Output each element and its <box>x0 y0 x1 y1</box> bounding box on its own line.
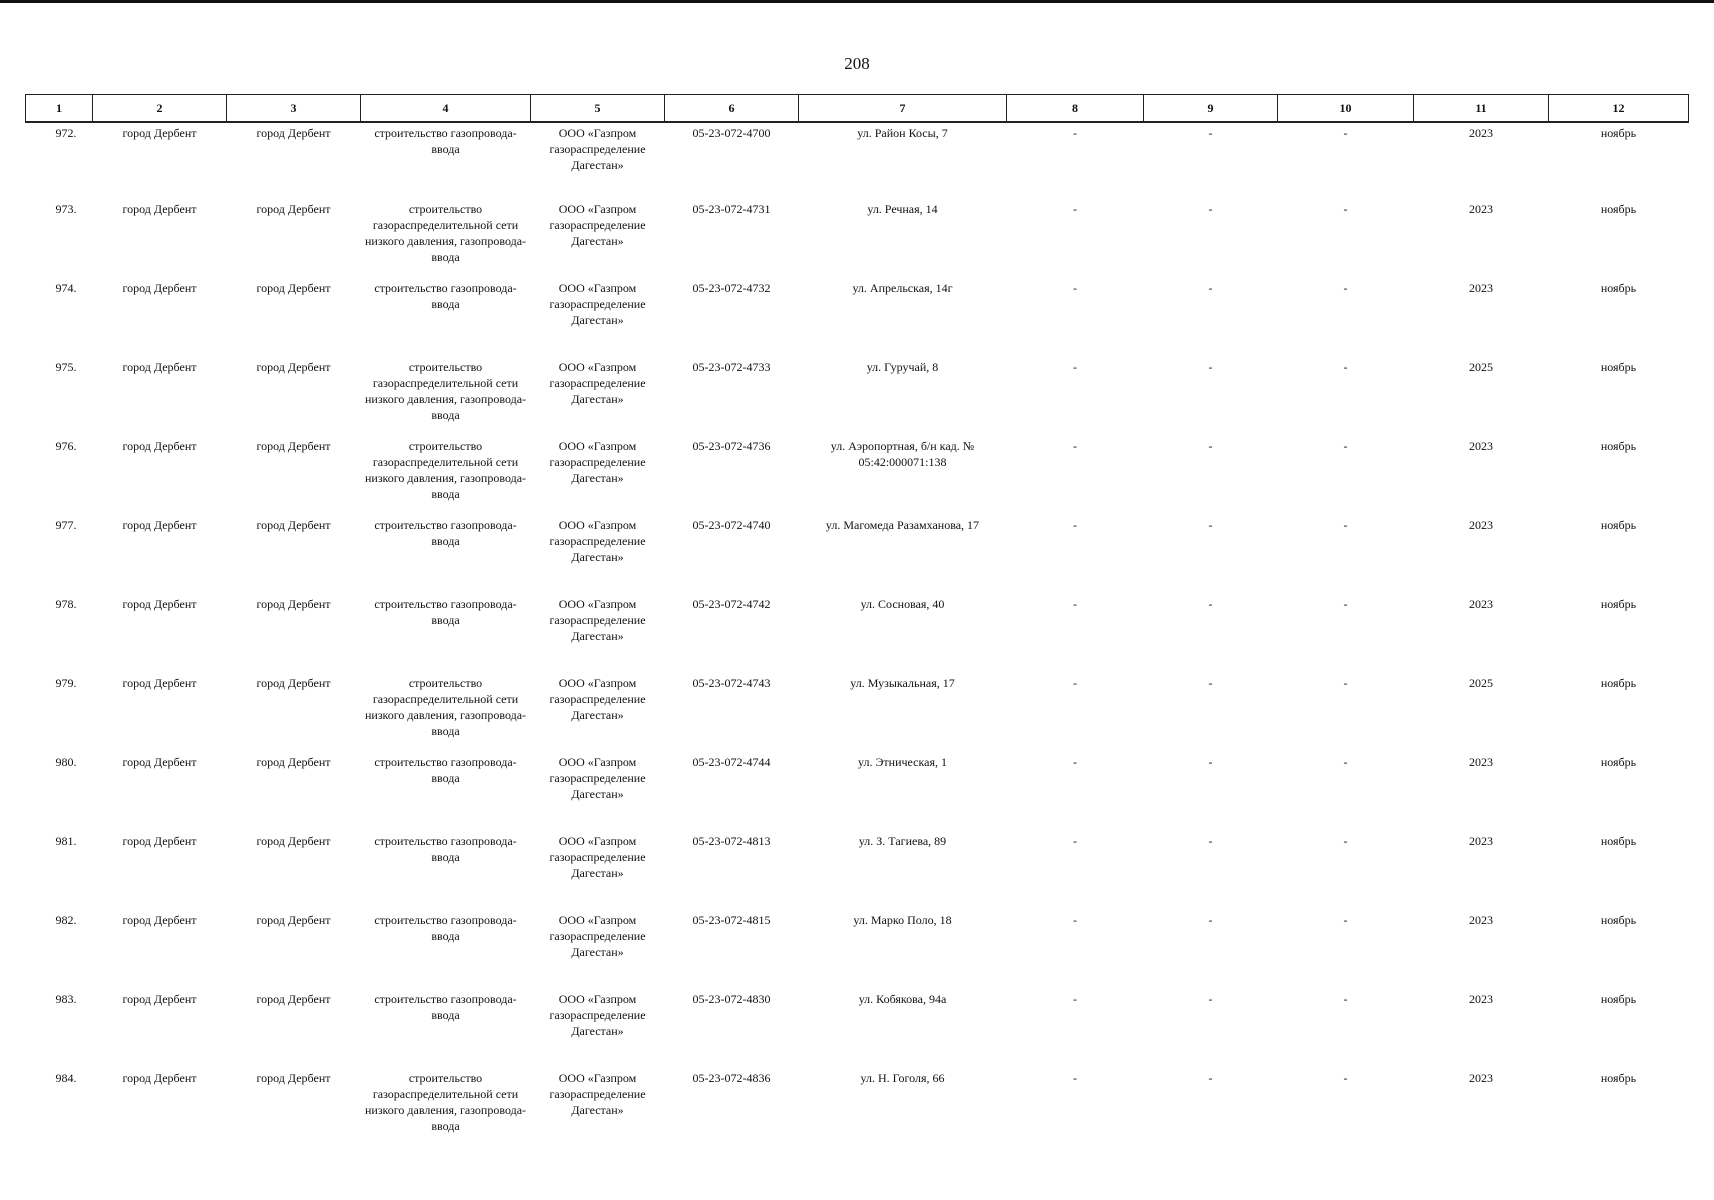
column-10-cell: - <box>1343 439 1348 453</box>
district-cell: город Дербент <box>122 202 197 216</box>
row-number-cell: 978. <box>55 597 77 611</box>
year-cell: 2023 <box>1469 281 1493 295</box>
table-row <box>26 754 1689 833</box>
code-cell: 05-23-072-4743 <box>692 676 771 690</box>
code-cell: 05-23-072-4744 <box>692 755 771 769</box>
table-row <box>26 122 1689 201</box>
work-type-cell: строительство газораспределительной сети низкого давления, газопровода-ввода <box>364 1071 527 1133</box>
column-10-cell: - <box>1343 126 1348 140</box>
month-cell: ноябрь <box>1600 126 1637 140</box>
column-header: 10 <box>1278 95 1414 123</box>
column-header: 11 <box>1414 95 1549 123</box>
month-cell: ноябрь <box>1600 755 1637 769</box>
month-cell: ноябрь <box>1600 360 1637 374</box>
column-9-cell: - <box>1208 992 1213 1006</box>
month-cell: ноябрь <box>1600 439 1637 453</box>
organization-cell: ООО «Газпром газораспределение Дагестан» <box>549 202 646 248</box>
organization-cell: ООО «Газпром газораспределение Дагестан» <box>549 755 646 801</box>
address-cell: ул. Кобякова, 94а <box>858 992 947 1006</box>
district-cell: город Дербент <box>122 360 197 374</box>
row-number-cell: 982. <box>55 913 77 927</box>
address-cell: ул. Н. Гоголя, 66 <box>860 1071 945 1085</box>
column-10-cell: - <box>1343 992 1348 1006</box>
organization-cell: ООО «Газпром газораспределение Дагестан» <box>549 834 646 880</box>
row-number-cell: 983. <box>55 992 77 1006</box>
column-header: 4 <box>361 95 531 123</box>
district-cell: город Дербент <box>122 676 197 690</box>
code-cell: 05-23-072-4830 <box>692 992 771 1006</box>
table-row <box>26 675 1689 754</box>
table-row <box>26 1070 1689 1149</box>
column-8-cell: - <box>1073 992 1077 1006</box>
code-cell: 05-23-072-4700 <box>692 126 771 140</box>
column-10-cell: - <box>1343 518 1348 532</box>
organization-cell: ООО «Газпром газораспределение Дагестан» <box>549 126 646 172</box>
year-cell: 2023 <box>1469 755 1493 769</box>
table-header-row <box>26 95 1689 123</box>
organization-cell: ООО «Газпром газораспределение Дагестан» <box>549 360 646 406</box>
district-cell: город Дербент <box>122 1071 197 1085</box>
code-cell: 05-23-072-4742 <box>692 597 771 611</box>
page-top-rule <box>0 0 1714 3</box>
row-number-cell: 979. <box>55 676 77 690</box>
row-number-cell: 974. <box>55 281 77 295</box>
column-8-cell: - <box>1073 126 1077 140</box>
settlement-cell: город Дербент <box>256 834 331 848</box>
settlement-cell: город Дербент <box>256 755 331 769</box>
work-type-cell: строительство газопровода-ввода <box>374 992 517 1022</box>
organization-cell: ООО «Газпром газораспределение Дагестан» <box>549 281 646 327</box>
address-cell: ул. Речная, 14 <box>867 202 938 216</box>
settlement-cell: город Дербент <box>256 597 331 611</box>
work-type-cell: строительство газопровода-ввода <box>374 834 517 864</box>
organization-cell: ООО «Газпром газораспределение Дагестан» <box>549 518 646 564</box>
code-cell: 05-23-072-4815 <box>692 913 771 927</box>
column-10-cell: - <box>1343 676 1348 690</box>
work-type-cell: строительство газопровода-ввода <box>374 755 517 785</box>
row-number-cell: 973. <box>55 202 77 216</box>
month-cell: ноябрь <box>1600 597 1637 611</box>
column-8-cell: - <box>1073 439 1077 453</box>
column-8-cell: - <box>1073 676 1077 690</box>
table-row <box>26 359 1689 438</box>
year-cell: 2023 <box>1469 518 1493 532</box>
work-type-cell: строительство газопровода-ввода <box>374 913 517 943</box>
table-row <box>26 280 1689 359</box>
year-cell: 2023 <box>1469 126 1493 140</box>
column-9-cell: - <box>1208 126 1213 140</box>
year-cell: 2023 <box>1469 913 1493 927</box>
month-cell: ноябрь <box>1600 202 1637 216</box>
row-number-cell: 980. <box>55 755 77 769</box>
column-10-cell: - <box>1343 597 1348 611</box>
column-8-cell: - <box>1073 597 1077 611</box>
district-cell: город Дербент <box>122 834 197 848</box>
year-cell: 2025 <box>1469 676 1493 690</box>
settlement-cell: город Дербент <box>256 202 331 216</box>
column-9-cell: - <box>1208 1071 1213 1085</box>
organization-cell: ООО «Газпром газораспределение Дагестан» <box>549 597 646 643</box>
table-row <box>26 912 1689 991</box>
row-number-cell: 981. <box>55 834 77 848</box>
column-9-cell: - <box>1208 281 1213 295</box>
column-9-cell: - <box>1208 913 1213 927</box>
district-cell: город Дербент <box>122 126 197 140</box>
column-header: 9 <box>1144 95 1278 123</box>
year-cell: 2023 <box>1469 439 1493 453</box>
column-8-cell: - <box>1073 202 1077 216</box>
month-cell: ноябрь <box>1600 518 1637 532</box>
address-cell: ул. З. Тагиева, 89 <box>858 834 947 848</box>
district-cell: город Дербент <box>122 913 197 927</box>
page-number: 208 <box>844 54 870 73</box>
column-8-cell: - <box>1073 913 1077 927</box>
district-cell: город Дербент <box>122 518 197 532</box>
address-cell: ул. Апрельская, 14г <box>852 281 953 295</box>
table-row <box>26 517 1689 596</box>
month-cell: ноябрь <box>1600 1071 1637 1085</box>
table-row <box>26 833 1689 912</box>
column-10-cell: - <box>1343 755 1348 769</box>
settlement-cell: город Дербент <box>256 126 331 140</box>
settlement-cell: город Дербент <box>256 913 331 927</box>
organization-cell: ООО «Газпром газораспределение Дагестан» <box>549 913 646 959</box>
district-cell: город Дербент <box>122 597 197 611</box>
row-number-cell: 984. <box>55 1071 77 1085</box>
column-9-cell: - <box>1208 202 1213 216</box>
column-9-cell: - <box>1208 518 1213 532</box>
month-cell: ноябрь <box>1600 281 1637 295</box>
code-cell: 05-23-072-4813 <box>692 834 771 848</box>
code-cell: 05-23-072-4732 <box>692 281 771 295</box>
column-8-cell: - <box>1073 281 1077 295</box>
district-cell: город Дербент <box>122 992 197 1006</box>
table-row <box>26 991 1689 1070</box>
column-8-cell: - <box>1073 360 1077 374</box>
column-10-cell: - <box>1343 1071 1348 1085</box>
table-row <box>26 596 1689 675</box>
code-cell: 05-23-072-4731 <box>692 202 771 216</box>
row-number-cell: 972. <box>55 126 77 140</box>
column-9-cell: - <box>1208 755 1213 769</box>
settlement-cell: город Дербент <box>256 676 331 690</box>
year-cell: 2023 <box>1469 202 1493 216</box>
code-cell: 05-23-072-4836 <box>692 1071 771 1085</box>
address-cell: ул. Музыкальная, 17 <box>850 676 955 690</box>
column-8-cell: - <box>1073 1071 1077 1085</box>
column-10-cell: - <box>1343 834 1348 848</box>
district-cell: город Дербент <box>122 281 197 295</box>
month-cell: ноябрь <box>1600 676 1637 690</box>
settlement-cell: город Дербент <box>256 281 331 295</box>
district-cell: город Дербент <box>122 439 197 453</box>
work-type-cell: строительство газораспределительной сети низкого давления, газопровода-ввода <box>364 360 527 422</box>
column-header: 2 <box>93 95 227 123</box>
column-header: 6 <box>665 95 799 123</box>
year-cell: 2023 <box>1469 834 1493 848</box>
column-10-cell: - <box>1343 281 1348 295</box>
register-table <box>25 94 1689 1149</box>
address-cell: ул. Магомеда Разамханова, 17 <box>825 518 980 532</box>
work-type-cell: строительство газораспределительной сети низкого давления, газопровода-ввода <box>364 439 527 501</box>
row-number-cell: 977. <box>55 518 77 532</box>
organization-cell: ООО «Газпром газораспределение Дагестан» <box>549 992 646 1038</box>
column-8-cell: - <box>1073 755 1077 769</box>
code-cell: 05-23-072-4740 <box>692 518 771 532</box>
address-cell: ул. Марко Поло, 18 <box>853 913 952 927</box>
column-8-cell: - <box>1073 834 1077 848</box>
column-8-cell: - <box>1073 518 1077 532</box>
column-10-cell: - <box>1343 202 1348 216</box>
year-cell: 2023 <box>1469 597 1493 611</box>
work-type-cell: строительство газораспределительной сети низкого давления, газопровода-ввода <box>364 676 527 738</box>
code-cell: 05-23-072-4733 <box>692 360 771 374</box>
work-type-cell: строительство газопровода-ввода <box>374 126 517 156</box>
month-cell: ноябрь <box>1600 834 1637 848</box>
work-type-cell: строительство газопровода-ввода <box>374 518 517 548</box>
table-row <box>26 201 1689 280</box>
column-header: 8 <box>1007 95 1144 123</box>
district-cell: город Дербент <box>122 755 197 769</box>
year-cell: 2025 <box>1469 360 1493 374</box>
column-9-cell: - <box>1208 597 1213 611</box>
column-9-cell: - <box>1208 676 1213 690</box>
column-header: 5 <box>531 95 665 123</box>
row-number-cell: 975. <box>55 360 77 374</box>
settlement-cell: город Дербент <box>256 518 331 532</box>
organization-cell: ООО «Газпром газораспределение Дагестан» <box>549 439 646 485</box>
column-header: 7 <box>799 95 1007 123</box>
address-cell: ул. Район Косы, 7 <box>857 126 948 140</box>
month-cell: ноябрь <box>1600 913 1637 927</box>
month-cell: ноябрь <box>1600 992 1637 1006</box>
settlement-cell: город Дербент <box>256 1071 331 1085</box>
settlement-cell: город Дербент <box>256 360 331 374</box>
address-cell: ул. Сосновая, 40 <box>860 597 945 611</box>
work-type-cell: строительство газопровода-ввода <box>374 597 517 627</box>
year-cell: 2023 <box>1469 1071 1493 1085</box>
column-10-cell: - <box>1343 360 1348 374</box>
row-number-cell: 976. <box>55 439 77 453</box>
column-10-cell: - <box>1343 913 1348 927</box>
year-cell: 2023 <box>1469 992 1493 1006</box>
address-cell: ул. Гуручай, 8 <box>866 360 939 374</box>
column-9-cell: - <box>1208 834 1213 848</box>
table-row <box>26 438 1689 517</box>
organization-cell: ООО «Газпром газораспределение Дагестан» <box>549 676 646 722</box>
settlement-cell: город Дербент <box>256 439 331 453</box>
settlement-cell: город Дербент <box>256 992 331 1006</box>
work-type-cell: строительство газораспределительной сети низкого давления, газопровода-ввода <box>364 202 527 264</box>
address-cell: ул. Этническая, 1 <box>858 755 947 769</box>
address-cell: ул. Аэропортная, б/н кад. № 05:42:000071:138 <box>830 439 975 469</box>
column-header: 12 <box>1549 95 1689 123</box>
organization-cell: ООО «Газпром газораспределение Дагестан» <box>549 1071 646 1117</box>
column-header: 3 <box>227 95 361 123</box>
code-cell: 05-23-072-4736 <box>692 439 771 453</box>
column-9-cell: - <box>1208 360 1213 374</box>
work-type-cell: строительство газопровода-ввода <box>374 281 517 311</box>
column-header: 1 <box>26 95 93 123</box>
column-9-cell: - <box>1208 439 1213 453</box>
